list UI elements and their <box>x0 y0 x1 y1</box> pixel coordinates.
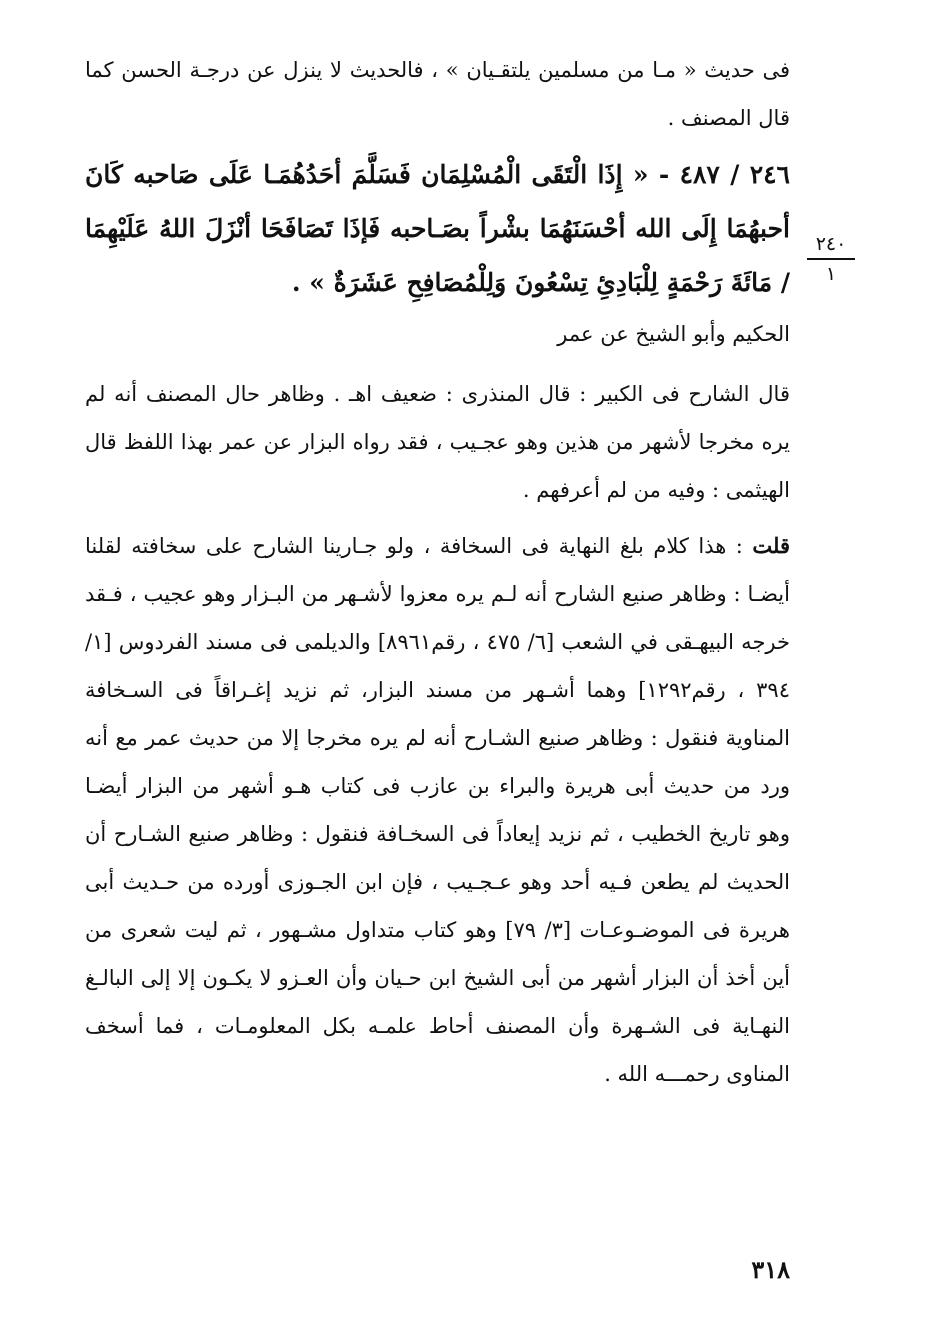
page-number: ٣١٨ <box>751 1255 790 1284</box>
rebuttal-body: : هذا كلام بلغ النهاية فى السخافة ، ولو جـارينا الشارح على سخافته لقلنا أيضـا : وظاهر صنيع الشارح أنه لـم يره معزوا لأشـهر من البـزار وهو عجيب ، فـقد خرجه البيهـقى في الشعب [٦/ ٤٧٥ ، رقم٨٩٦١] والديلمى فى مسند الفردوس [١/ ٣٩٤ ، رقم١٢٩٢] وهما أشـهر من مسند البزار، ثم نزيد إغـراقاً فى السـخافة المناوية فنقول : وظاهر صنيع الشـارح أنه لم يره مخرجا إلا من حديث عمر مع أنه ورد من حديث أبى هريرة والبراء بن عازب فى كتاب هـو أشهر من البزار أيضـا وهو تاريخ الخطيب ، ثم نزيد إيعاداً فى السخـافة فنقول : وظاهر صنيع الشـارح أن الحديث لم يطعن فـيه أحد وهو عـجـيب ، فإن ابن الجـوزى أورده من حـديث أبى هريرة فى الموضـوعـات [٣/ ٧٩] وهو كتاب متداول مشـهور ، ثم ليت شعرى من أين أخذ أن البزار أشهر من أبى الشيخ ابن حـيان وأن العـزو لا يكـون إلا إلى البالـغ النهـاية فى الشـهرة وأن المصنف أحاط علمـه بكل المعلومـات ، فما أسخف المناوى رحمـــه الله . <box>85 534 790 1086</box>
rebuttal-lead: قلت <box>752 533 790 558</box>
paragraph-commentary: قال الشارح فى الكبير : قال المنذرى : ضعيف اهـ . وظاهر حال المصنف أنه لم يره مخرجا لأشهر من هذين وهو عجـيب ، فقد رواه البزار عن عمر بهذا اللفظ قال الهيثمى : وفيه من لم أعرفهم . <box>85 382 790 502</box>
paragraph-attribution: الحكيم وأبو الشيخ عن عمر <box>557 322 790 346</box>
hadith-text: ٢٤٦ / ٤٨٧ - « إِذَا الْتَقَى الْمُسْلِمَان فَسَلَّمَ أحَدُهُمَـا عَلَى صَاحبه كَانَ أحبهُمَا إِلَى الله أحْسَنَهُمَا بشْراً بصَـاحبه فَإذَا تَصَافَحَا أنْزَلَ اللهُ عَلَيْهِمَا / مَائَةَ رَحْمَةٍ لِلْبَادِئِ تِسْعُونَ وَلِلْمُصَافِحِ عَشَرَةٌ » . <box>85 160 790 297</box>
margin-reference-bottom: ١ <box>825 263 837 285</box>
paragraph-intro: فى حديث « مـا من مسلمين يلتقـيان » ، فالحديث لا ينزل عن درجـة الحسن كما قال المصنف . <box>85 58 790 130</box>
margin-reference-top: ٢٤٠ <box>815 233 847 255</box>
margin-reference <box>807 232 855 286</box>
paragraph-rebuttal <box>85 522 790 1098</box>
margin-divider <box>807 258 855 260</box>
